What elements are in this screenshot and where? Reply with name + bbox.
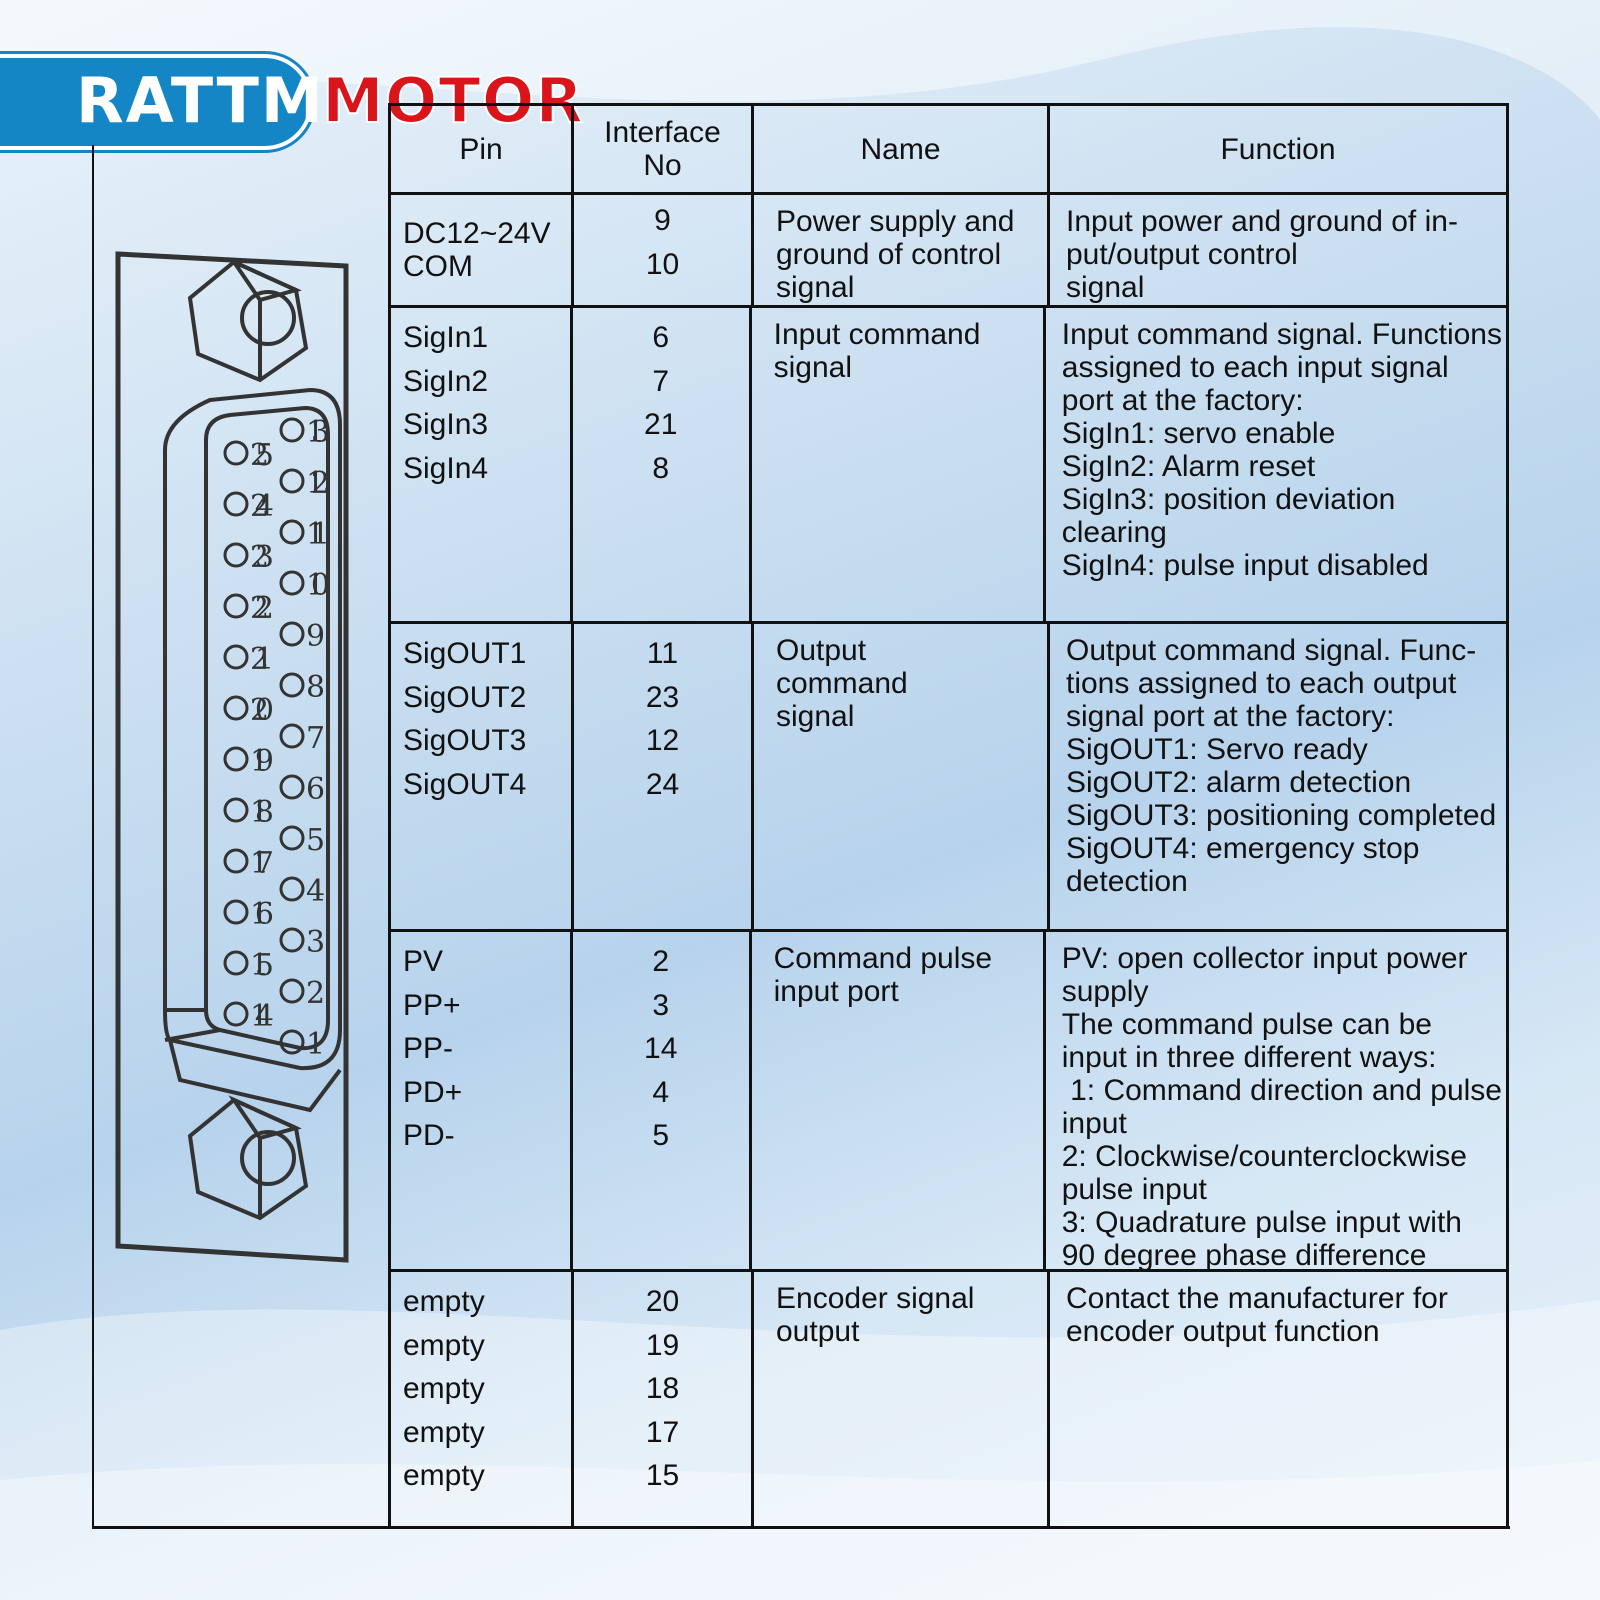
- logo-text-motor: MOTOR: [322, 64, 585, 137]
- function-line: signal: [1066, 271, 1145, 304]
- table-row: [391, 308, 1506, 624]
- pin-label: SigOUT2: [403, 680, 527, 714]
- connector-pin: [225, 748, 247, 770]
- connector-pin-label: 13: [306, 415, 330, 450]
- connector-pin-label: 3: [306, 925, 326, 960]
- name-line: Power supply and: [776, 205, 1015, 238]
- frame-left-border: [92, 145, 94, 1528]
- connector-pin: [225, 901, 247, 923]
- interface-number: 14: [644, 1032, 678, 1065]
- connector-pin-label: 22: [250, 591, 274, 626]
- interface-number: 5: [652, 1119, 670, 1152]
- name-line: signal: [776, 700, 855, 733]
- connector-pin: [225, 850, 247, 872]
- function-cell: [1050, 624, 1506, 929]
- logo-text-rattm: RATTM: [76, 64, 325, 137]
- pin-cell: [391, 1272, 574, 1529]
- connector-pin-label: 12: [306, 466, 330, 501]
- function-line: pulse input: [1061, 1173, 1207, 1206]
- connector-pin: [281, 725, 303, 747]
- name-cell: [754, 195, 1050, 305]
- connector-pin: [225, 952, 247, 974]
- function-line: assigned to each input signal: [1061, 351, 1449, 384]
- pin-label: SigIn2: [403, 364, 489, 398]
- header-name: Name: [754, 106, 1050, 192]
- table-row: [391, 1272, 1506, 1529]
- name-line: Output: [776, 634, 867, 667]
- function-line: supply: [1061, 975, 1149, 1008]
- interface-number: 15: [645, 1459, 680, 1492]
- header-interface-line1: Interface: [604, 116, 721, 149]
- connector-pin-label: 19: [250, 744, 274, 779]
- function-line: SigIn4: pulse input disabled: [1061, 549, 1429, 582]
- function-line: input in three different ways:: [1061, 1041, 1437, 1074]
- table-row: [391, 932, 1506, 1272]
- connector-pin: [281, 776, 303, 798]
- function-line: 90 degree phase difference: [1061, 1239, 1427, 1272]
- pin-label: SigOUT4: [403, 767, 527, 801]
- function-cell: [1046, 932, 1506, 1272]
- function-line: SigOUT2: alarm detection: [1066, 766, 1412, 799]
- pin-label: SigOUT1: [403, 637, 527, 670]
- interface-number: 19: [645, 1328, 680, 1362]
- pin-label: DC12~24V: [403, 217, 551, 250]
- pin-label: SigIn3: [403, 408, 489, 441]
- function-line: put/output control: [1066, 238, 1298, 271]
- connector-pins-left: [225, 438, 274, 1034]
- connector-pin: [281, 827, 303, 849]
- name-cell: [754, 1272, 1050, 1529]
- connector-pin: [281, 1031, 303, 1053]
- function-line: The command pulse can be: [1061, 1008, 1432, 1041]
- interface-number: 20: [645, 1285, 680, 1318]
- connector-pin: [281, 878, 303, 900]
- connector-pin: [225, 442, 247, 464]
- connector-pin: [281, 980, 303, 1002]
- function-line: tions assigned to each output: [1066, 667, 1457, 700]
- name-cell: [752, 932, 1046, 1269]
- connector-pin-label: 10: [306, 568, 330, 603]
- pin-label: PD+: [403, 1075, 463, 1109]
- connector-pin: [281, 572, 303, 594]
- function-line: input: [1061, 1107, 1127, 1140]
- function-line: Output command signal. Func-: [1066, 634, 1477, 667]
- pin-cell: [391, 308, 573, 621]
- connector-pin-label: 25: [250, 438, 274, 473]
- name-cell: [752, 308, 1046, 621]
- pin-label: PD-: [403, 1119, 455, 1152]
- interface-number: 10: [645, 247, 680, 281]
- interface-number: 12: [645, 724, 680, 757]
- pin-label: SigOUT3: [403, 724, 527, 757]
- connector-pin-label: 17: [250, 846, 274, 881]
- connector-pin-label: 18: [250, 795, 274, 830]
- interface-number: 11: [646, 637, 679, 670]
- connector-pin-label: 4: [306, 874, 326, 909]
- connector-pin: [281, 470, 303, 492]
- table-header-row: [391, 106, 1506, 195]
- header-interface-line2: No: [643, 149, 682, 182]
- connector-pin-label: 6: [306, 772, 326, 807]
- connector-pin-label: 14: [250, 999, 274, 1034]
- pin-label: PP+: [403, 988, 461, 1022]
- interface-number: 18: [645, 1372, 680, 1405]
- pin-function-table: [388, 103, 1509, 1529]
- function-cell: [1050, 1272, 1506, 1529]
- interface-no-cell: [573, 932, 752, 1269]
- connector-pin: [225, 595, 247, 617]
- connector-pin-label: 21: [250, 642, 274, 677]
- interface-no-cell: [573, 308, 752, 621]
- pin-label: empty: [403, 1415, 485, 1449]
- pin-label: PP-: [403, 1032, 454, 1065]
- connector-pin: [225, 697, 247, 719]
- name-cell: [754, 624, 1050, 929]
- connector-pin-label: 15: [250, 948, 274, 983]
- name-line: signal: [776, 271, 855, 304]
- interface-number: 4: [652, 1075, 670, 1109]
- function-line: SigOUT4: emergency stop: [1066, 832, 1420, 865]
- connector-pin: [281, 674, 303, 696]
- connector-pin: [281, 419, 303, 441]
- connector-pin: [281, 929, 303, 951]
- pin-label: SigIn4: [403, 451, 489, 485]
- name-line: output: [776, 1315, 860, 1348]
- pin-label: COM: [403, 250, 473, 283]
- pin-label: empty: [403, 1328, 485, 1362]
- connector-pin-label: 23: [250, 540, 274, 575]
- connector-pin: [281, 521, 303, 543]
- connector-pin-label: 5: [306, 823, 326, 858]
- function-line: encoder output function: [1066, 1315, 1380, 1348]
- header-function: Function: [1220, 132, 1336, 166]
- connector-pin-label: 9: [306, 619, 326, 654]
- function-line: SigIn2: Alarm reset: [1061, 450, 1316, 483]
- interface-number: 3: [652, 988, 670, 1022]
- function-line: SigIn3: position deviation: [1061, 483, 1396, 516]
- name-line: Input command: [773, 318, 981, 351]
- interface-number: 21: [644, 408, 678, 441]
- connector-pin-label: 7: [306, 721, 326, 756]
- connector-pin-label: 2: [306, 976, 326, 1011]
- function-line: PV: open collector input power: [1061, 942, 1468, 975]
- name-line: command: [776, 667, 908, 700]
- interface-no-cell: [574, 624, 754, 929]
- function-line: SigOUT1: Servo ready: [1066, 733, 1368, 766]
- pin-label: PV: [403, 945, 444, 978]
- connector-pin: [281, 623, 303, 645]
- interface-number: 9: [654, 204, 671, 237]
- function-cell: [1046, 308, 1506, 621]
- function-line: SigOUT3: positioning completed: [1066, 799, 1497, 832]
- function-cell: [1050, 195, 1506, 305]
- name-line: signal: [773, 351, 853, 384]
- interface-number: 24: [645, 767, 680, 801]
- name-line: Encoder signal: [776, 1282, 975, 1315]
- table-row: [391, 624, 1506, 932]
- interface-number: 6: [652, 321, 670, 354]
- interface-number: 8: [652, 451, 670, 485]
- connector-pins-right: [281, 415, 330, 1062]
- connector-pin-label: 8: [306, 670, 326, 705]
- connector-pin-label: 11: [306, 517, 330, 552]
- interface-no-cell: [574, 1272, 754, 1529]
- pin-cell: [391, 932, 573, 1269]
- function-line: Contact the manufacturer for: [1066, 1282, 1448, 1315]
- function-line: Input power and ground of in-: [1066, 205, 1458, 238]
- function-line: signal port at the factory:: [1066, 700, 1395, 733]
- interface-number: 23: [645, 680, 680, 714]
- connector-pin: [225, 799, 247, 821]
- connector-pin-label: 24: [250, 489, 274, 524]
- function-line: SigIn1: servo enable: [1061, 417, 1336, 450]
- connector-pin: [225, 544, 247, 566]
- function-line: port at the factory:: [1061, 384, 1304, 417]
- table-row: [391, 195, 1506, 308]
- pin-label: empty: [403, 1459, 485, 1492]
- function-line: 2: Clockwise/counterclockwise: [1061, 1140, 1467, 1173]
- pin-cell: [391, 195, 574, 305]
- header-interface-no: [574, 106, 754, 192]
- interface-no-cell: [574, 195, 754, 305]
- name-line: Command pulse: [773, 942, 993, 975]
- connector-pin-label: 20: [250, 693, 274, 728]
- pin-label: empty: [403, 1372, 485, 1405]
- pin-label: SigIn1: [403, 321, 489, 354]
- function-line: 3: Quadrature pulse input with: [1061, 1206, 1462, 1239]
- function-line: Input command signal. Functions: [1061, 318, 1502, 351]
- connector-pin-label: 1: [306, 1027, 326, 1062]
- interface-number: 7: [652, 364, 670, 398]
- function-line: 1: Command direction and pulse: [1061, 1074, 1502, 1107]
- connector-pin: [225, 646, 247, 668]
- interface-number: 2: [652, 945, 670, 978]
- name-line: input port: [773, 975, 899, 1008]
- pin-label: empty: [403, 1285, 485, 1318]
- header-pin: Pin: [391, 106, 574, 192]
- name-line: ground of control: [776, 238, 1002, 271]
- pin-cell: [391, 624, 574, 929]
- interface-number: 17: [645, 1415, 680, 1449]
- connector-pin: [225, 1003, 247, 1025]
- db25-connector-icon: [110, 250, 370, 1290]
- connector-pin-label: 16: [250, 897, 274, 932]
- function-line: detection: [1066, 865, 1188, 898]
- connector-pin: [225, 493, 247, 515]
- function-line: clearing: [1061, 516, 1167, 549]
